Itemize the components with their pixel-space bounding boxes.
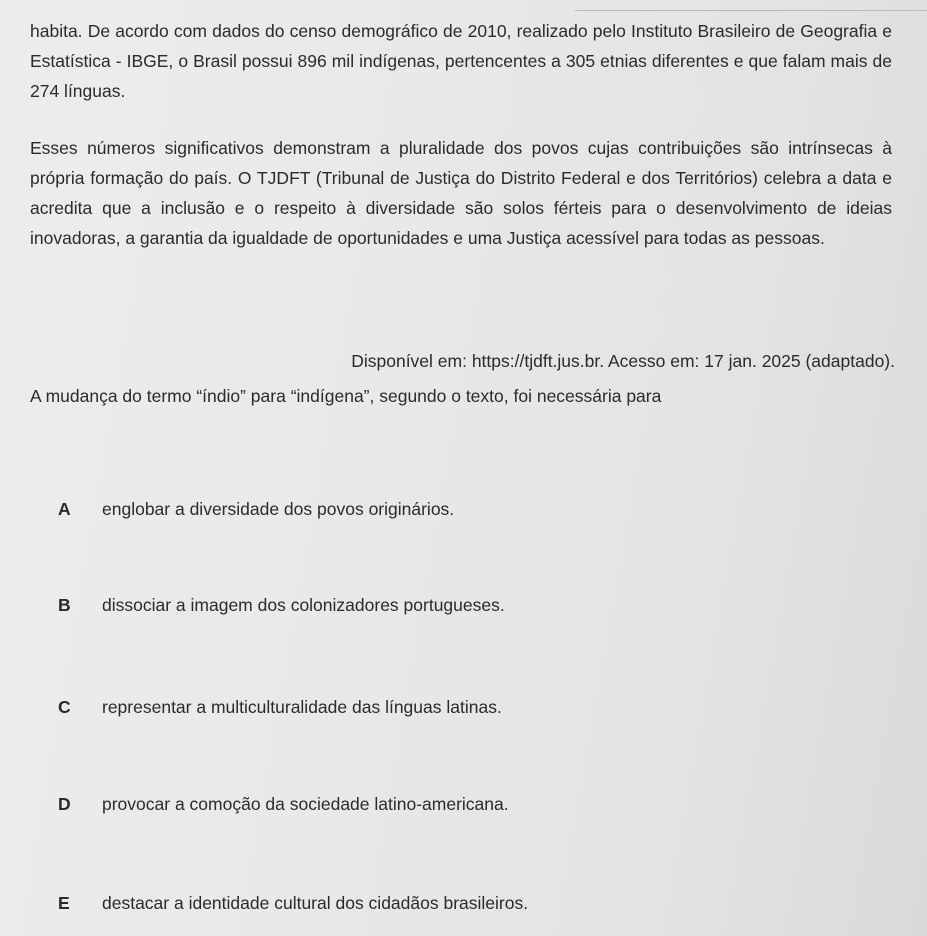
- option-d-text: provocar a comoção da sociedade latino-americana.: [102, 794, 509, 814]
- option-e[interactable]: [58, 888, 528, 918]
- option-c[interactable]: [58, 692, 502, 722]
- option-b-letter: B: [58, 595, 71, 615]
- option-e-text: destacar a identidade cultural dos cidadãos brasileiros.: [102, 893, 529, 913]
- passage-paragraph-1: habita. De acordo com dados do censo demográfico de 2010, realizado pelo Instituto Brasileiro de Geografia e Estatística - IBGE, o Brasil possui 896 mil indígenas, pertencentes a 305 etnias diferentes e que falam mais de 274 línguas.: [30, 21, 892, 101]
- option-b[interactable]: [58, 590, 505, 620]
- option-a[interactable]: [58, 494, 454, 524]
- passage-source: Disponível em: https://tjdft.jus.br. Acesso em: 17 jan. 2025 (adaptado).: [351, 351, 895, 371]
- option-d-letter: D: [58, 794, 71, 814]
- option-d[interactable]: [58, 789, 509, 819]
- option-a-letter: A: [58, 499, 71, 519]
- option-c-text: representar a multiculturalidade das línguas latinas.: [102, 697, 502, 717]
- option-c-letter: C: [58, 697, 71, 717]
- passage-paragraph-2: Esses números significativos demonstram a pluralidade dos povos cujas contribuições são intrínsecas à própria formação do país. O TJDFT (Tribunal de Justiça do Distrito Federal e dos Territórios) celebra a data e acredita que a inclusão e o respeito à diversidade são solos férteis para o desenvolvimento de ideias inovadoras, a garantia da igualdade de oportunidades e uma Justiça acessível para todas as pessoas.: [30, 138, 892, 248]
- option-a-text: englobar a diversidade dos povos originários.: [102, 499, 455, 519]
- option-e-letter: E: [58, 893, 70, 913]
- question-prompt: A mudança do termo “índio” para “indígena”, segundo o texto, foi necessária para: [30, 386, 662, 406]
- option-b-text: dissociar a imagem dos colonizadores portugueses.: [102, 595, 505, 615]
- top-divider: [575, 10, 927, 11]
